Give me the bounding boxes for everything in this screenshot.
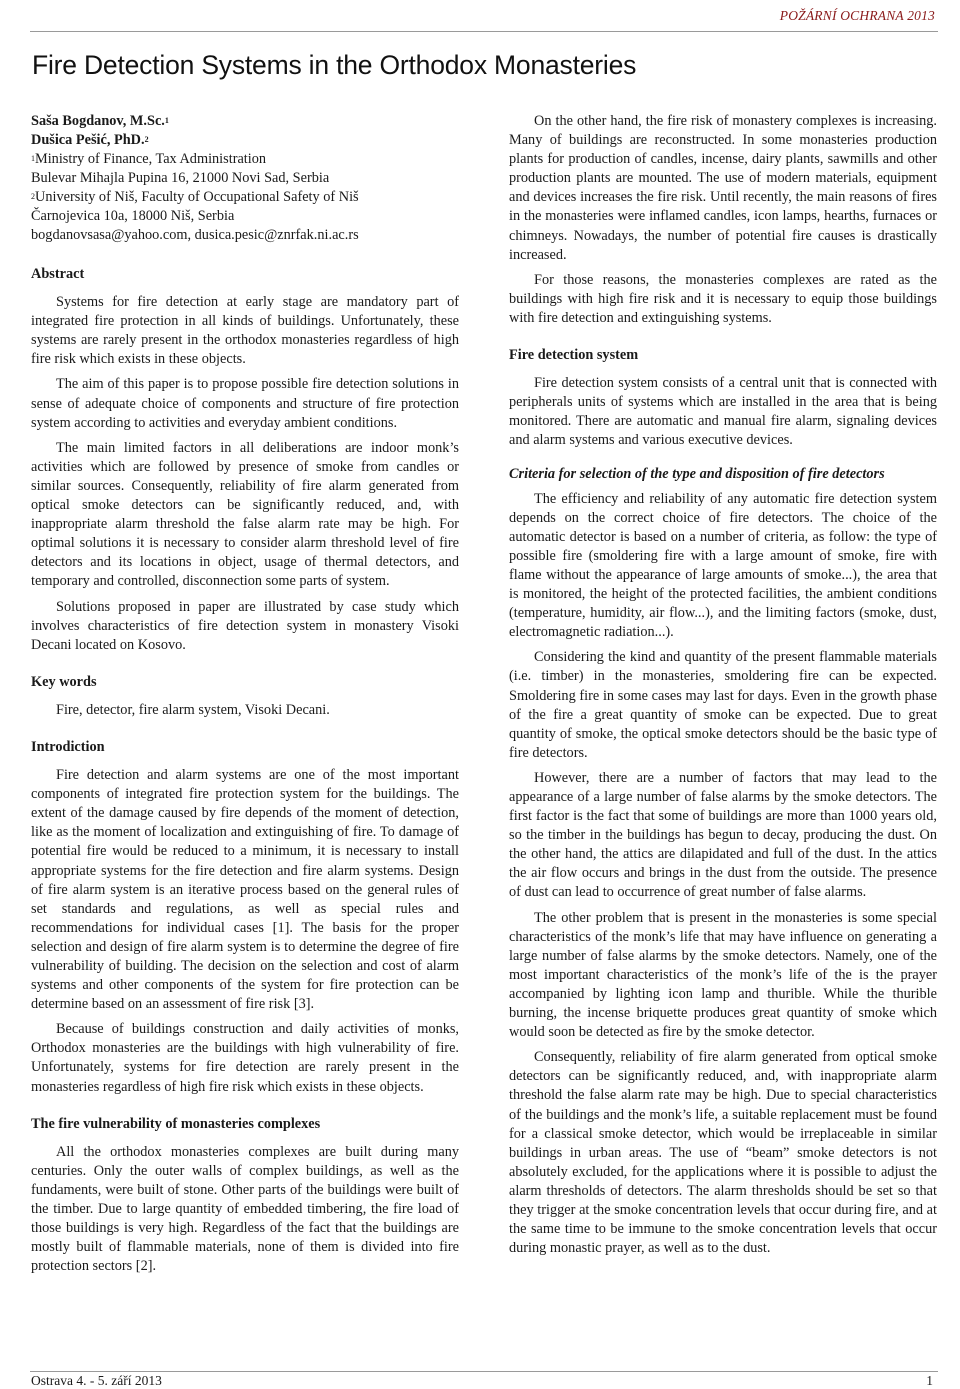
- running-header: [0, 0, 960, 34]
- author-emails: bogdanovsasa@yahoo.com, dusica.pesic@znrfak.ni.ac.rs: [31, 227, 359, 243]
- author-1-name: Saša Bogdanov, M.Sc.: [31, 113, 165, 129]
- fire-detection-system-paragraph: Fire detection system consists of a central unit that is connected with peripherals units of systems which are installed in the area that is being monitored. There are automatic and manual fire alarm, signaling devices and alarm systems and various executive devices.: [509, 375, 937, 449]
- affiliation-1-line2: Bulevar Mihajla Pupina 16, 21000 Novi Sad, Serbia: [31, 170, 330, 186]
- author-2: [31, 131, 459, 150]
- risk-paragraph: For those reasons, the monasteries complexes are rated as the buildings with high fire risk and it is necessary to equip those buildings with fire detection and extinguishing systems.: [509, 271, 937, 326]
- criteria-paragraph: The efficiency and reliability of any automatic fire detection system depends on the correct choice of fire detectors. The choice of the automatic detector is based on a number of criteria, as follow: the type of possible fire (smoldering fire with a large amount of smoke, fire with flame without the appearance of large amounts of smoke...), the area that is monitored, the height of the protected facilities, the ambient conditions (temperature, humidity, air flow...), and the limiting factors (smoke, dust, electromagnetic radiation...).: [509, 490, 937, 641]
- abstract-heading: Abstract: [31, 266, 85, 282]
- right-column: [509, 112, 937, 1258]
- keywords-text: Fire, detector, fire alarm system, Visoki Decani.: [56, 701, 330, 718]
- page-number: 1: [926, 1373, 933, 1388]
- author-1-sup: 1: [164, 116, 169, 125]
- criteria-paragraph: Considering the kind and quantity of the present flammable materials (i.e. timber) in the monasteries, smoldering fire can be expected. Smoldering fire in some cases may last for days. Even in the growth phase of the fire a great quantity of smoke can be expected. Due to great quantity of smoke, the optical smoke detectors should be the basic type of fire detectors.: [509, 649, 937, 761]
- vulnerability-heading: The fire vulnerability of monasteries complexes: [31, 1115, 321, 1132]
- left-column: [31, 112, 459, 1276]
- abstract-paragraph: The main limited factors in all deliberations are indoor monk’s activities which are followed by presence of smoke from candles or similar sources. Consequently, reliability of fire alarm generated from optical smoke detectors can be significantly reduced, and, with inappropriate alarm threshold the false alarm rate may be high. For optimal solutions it is necessary to consider alarm threshold level of fire detectors and its locations in object, usage of thermal detectors, and temporary and controlled, disconnection some parts of system.: [31, 439, 459, 590]
- paper-title: Fire Detection Systems in the Orthodox Monasteries: [32, 50, 637, 80]
- introduction-paragraph: Fire detection and alarm systems are one of the most important components of integrated fire protection system for the buildings. The extent of the damage caused by fire depends of the moment of detection, like as the moment of localization and extinguishing of fire. To damage of potential fire would be reduced to a minimum, it is necessary to install appropriate systems for the fire detection and fire alarm systems. Design of fire alarm system is an iterative process based on the general rules of set standards and regulations, as well as special rules and recommendations for individual cases [1]. The basis for the proper selection and design of fire alarm system is to determine the degree of fire vulnerability of building. The decision on the selection and cost of alarm systems and other components of the system for fire protection can be determine based on an assessment of fire risk [3].: [31, 767, 459, 1013]
- author-2-sup: 2: [144, 135, 149, 144]
- vulnerability-paragraph: All the orthodox monasteries complexes are built during many centuries. Only the outer walls of complex buildings, as well as the fundaments, were built of stone. Other parts of the buildings were built of the timber. Due to large quantity of embedded timbering, the fire load of those buildings is very high. Regardless of the fact that the buildings are mostly built of flammable materials, none of them is divided into fire protection sectors [2].: [31, 1143, 459, 1275]
- abstract-paragraph: Systems for fire detection at early stage are mandatory part of integrated fire protection in all kinds of buildings. Unfortunately, these systems are rarely present in the orthodox monasteries regardless of high fire risk which exists in these objects.: [31, 294, 459, 368]
- affiliation-2-line1: $^2$University of Niš, Faculty of Occupational Safety of Niš: [31, 189, 359, 205]
- journal-name: POŽÁRNÍ OCHRANA 2013: [779, 8, 935, 23]
- abstract-paragraph: Solutions proposed in paper are illustrated by case study which involves characteristics of fire detection system in monastery Visoki Decani located on Kosovo.: [31, 598, 459, 653]
- criteria-paragraph: The other problem that is present in the monasteries is some special characteristics of the monk’s life that may have influence on generating a large number of false alarms by the smoke detectors. Namely, one of the most important characteristics of the monk’s life of the is the prayer accompanied by lighting icon lamp and thurible. While the thurible burning, the incense briquette produces great quantity of smoke which would soon be detected as fire by the smoke detector.: [509, 909, 937, 1041]
- introduction-paragraph: Because of buildings construction and daily activities of monks, Orthodox monasteries are the buildings with high vulnerability of fire. Unfortunately, systems for fire detection are rarely present in the monasteries regardless of high fire risk which exists in these objects.: [31, 1021, 459, 1095]
- criteria-heading: Criteria for selection of the type and disposition of fire detectors: [509, 465, 885, 482]
- footer-rule: [30, 1371, 938, 1372]
- affiliation-1-line1: $^1$Ministry of Finance, Tax Administration: [31, 151, 267, 167]
- affiliation-2-line2: Čarnojevica 10a, 18000 Niš, Serbia: [31, 208, 235, 224]
- risk-paragraph: On the other hand, the fire risk of monastery complexes is increasing. Many of buildings are reconstructed. In some monasteries production plants for production of candles, incense, dairy plants, sawmills and other production plants are mounted. The use of modern materials, equipment and devices increases the fire risk. Until recently, the main reasons of fires in the monasteries were inflamed candles, icon lamps, hearths, furnaces or chimneys. Nowadays, the number of potential fire causes is drastically increased.: [509, 113, 937, 263]
- criteria-paragraph: However, there are a number of factors that may lead to the appearance of a large number of false alarms by the smoke detectors. The first factor is the fact that some of buildings are more than 1000 years old, so the timber in the buildings has begun to decay, producing the dust. On the other hand, the attics are dilapidated and full of the dust. In the attics the air flow occurs and brings in the dust from the outside. The presence of dust can lead to occurrence of great number of false alarms.: [509, 769, 937, 901]
- keywords-heading: Key words: [31, 673, 97, 690]
- introduction-heading: Introdiction: [31, 738, 105, 755]
- abstract-paragraph: The aim of this paper is to propose possible fire detection solutions in sense of adequate choice of components and structure of fire protection system according to activities and everyday ambient conditions.: [31, 376, 459, 431]
- header-rule: [30, 31, 938, 32]
- fire-detection-system-heading: Fire detection system: [509, 347, 639, 364]
- author-1: [31, 112, 459, 131]
- author-2-name: Dušica Pešić, PhD.: [31, 132, 145, 148]
- footer-conference-date: Ostrava 4. - 5. září 2013: [31, 1373, 162, 1388]
- criteria-paragraph: Consequently, reliability of fire alarm generated from optical smoke detectors can be significantly reduced, and, with inappropriate alarm threshold the false alarm rate may be high. Due to special characteristics of the buildings and the monk’s life, a suitable replacement must be found for a classical smoke detector, which would be irreplaceable in similar buildings in urban areas. The use of “beam” smoke detectors is not absolutely excluded, for the applications where it is possible to adjust the alarm thresholds of detectors. The alarm thresholds should be set so that they trigger at the smoke concentration levels that occur during fire, and at the same time to be immune to the smoke concentration levels that occur during monastic prayer, as well as to the dust.: [509, 1049, 937, 1257]
